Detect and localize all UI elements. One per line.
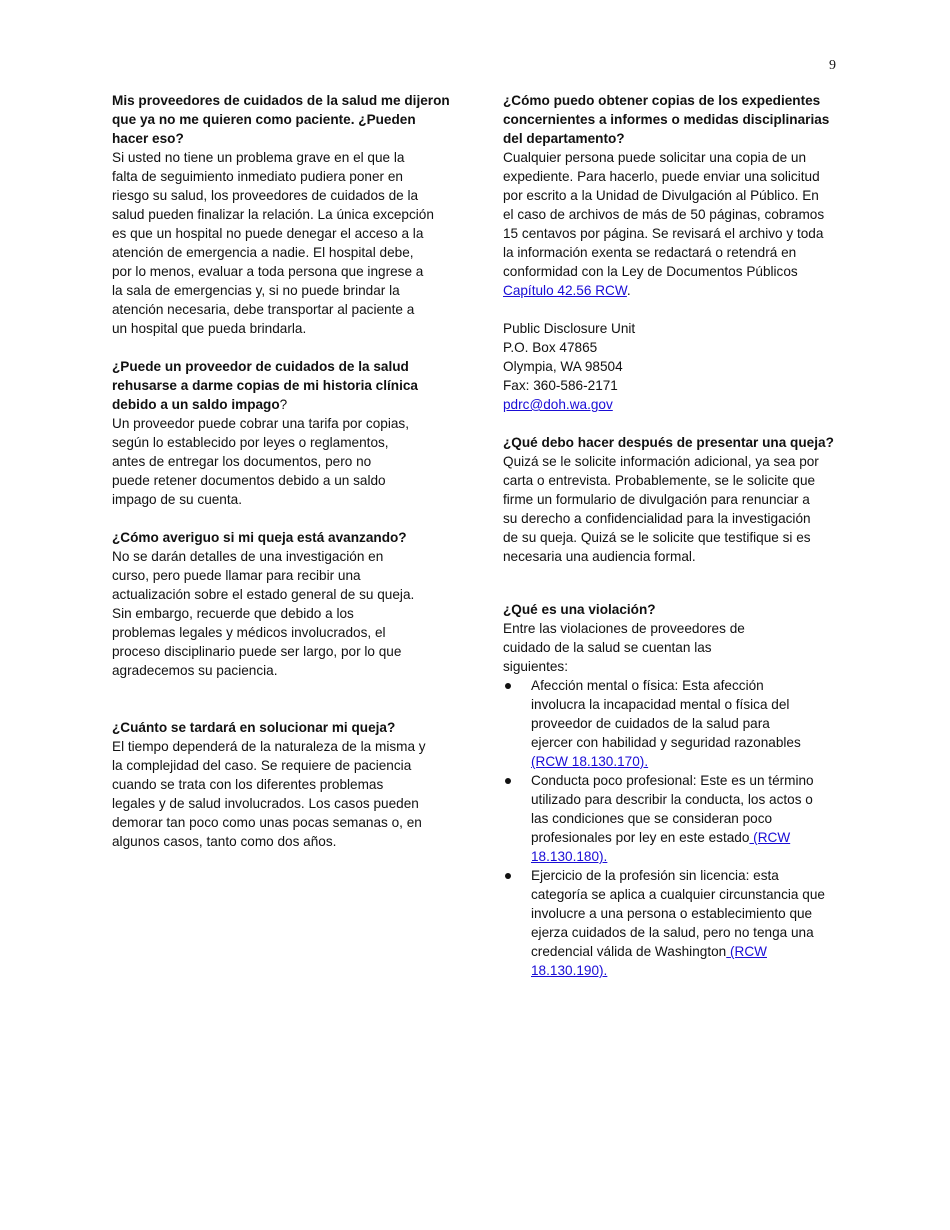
rcw-18-130-170-link[interactable]: (RCW 18.130.170). xyxy=(531,754,649,769)
faq-section-after-complaint xyxy=(503,433,843,566)
email-link[interactable]: pdrc@doh.wa.gov xyxy=(503,397,613,412)
faq-question: ¿Qué debo hacer después de presentar una queja? xyxy=(503,435,834,450)
list-item-text: Conducta poco profesional: Este es un término utilizado para describir la conducta, los actos o las condiciones que se consideran poco profesionales por ley en este estado xyxy=(531,773,814,845)
faq-answer xyxy=(503,148,843,300)
list-item-text: Ejercicio de la profesión sin licencia: esta categoría se aplica a cualquier circunstancia que involucre a una persona o establecimiento que ejerza cuidados de la salud, pero no tenga una credencial válida de Washington xyxy=(531,868,825,959)
faq-question: Mis proveedores de cuidados de la salud me dijeron que ya no me quieren como paciente. ¿Pueden hacer eso? xyxy=(112,93,450,146)
page-number: 9 xyxy=(829,58,836,73)
faq-answer: No se darán detalles de una investigación en curso, pero puede llamar para recibir una actualización sobre el estado general de su queja. Sin embargo, recuerde que debido a los problemas legales y médicos involucrados, el proceso disciplinario puede ser largo, por lo que agradecemos su paciencia. xyxy=(112,549,415,678)
address-block xyxy=(503,319,843,414)
address-po-box: P.O. Box 47865 xyxy=(503,340,598,355)
faq-answer: Quizá se le solicite información adicional, ya sea por carta o entrevista. Probablemente, se le solicite que firme un formulario de divulgación para renunciar a su derecho a confidencialidad para la investigación de su queja. Quizá se le solicite que testifique si es necesaria una audiencia formal. xyxy=(503,454,819,564)
faq-section-medical-records xyxy=(112,357,456,509)
faq-answer: El tiempo dependerá de la naturaleza de la misma y la complejidad del caso. Se requiere de paciencia cuando se trata con los diferentes problemas legales y de salud involucrados. Los casos pueden demorar tan poco como unas pocas semanas o, en algunos casos, tanto como dos años. xyxy=(112,739,426,849)
faq-section-copies xyxy=(503,91,843,300)
faq-section-violation xyxy=(503,600,843,980)
faq-section-complaint-progress xyxy=(112,528,456,680)
rcw-42-56-link[interactable]: Capítulo 42.56 RCW xyxy=(503,283,627,298)
faq-answer: Si usted no tiene un problema grave en el que la falta de seguimiento inmediato pudiera poner en riesgo su salud, los proveedores de cuidados de la salud pueden finalizar la relación. La única excepción es que un hospital no puede denegar el acceso a la atención de emergencia a nadie. El hospital debe, por lo menos, evaluar a toda persona que ingrese a la sala de emergencias y, si no puede brindar la atención necesaria, debe transportar al paciente a un hospital que pueda brindarla. xyxy=(112,150,434,336)
rcw-18-130-190-link[interactable]: (RCW 18.130.190). xyxy=(531,944,767,978)
list-item xyxy=(503,676,843,771)
address-fax: Fax: 360-586-2171 xyxy=(503,378,618,393)
list-item xyxy=(503,866,843,980)
list-item-text: Afección mental o física: Esta afección involucra la incapacidad mental o física del proveedor de cuidados de la salud para ejercer con habilidad y seguridad razonables xyxy=(531,678,801,750)
address-unit: Public Disclosure Unit xyxy=(503,321,636,336)
rcw-18-130-180-link[interactable]: (RCW 18.130.180). xyxy=(531,830,791,864)
faq-question: ¿Cómo averiguo si mi queja está avanzando? xyxy=(112,530,407,545)
faq-answer-text: Cualquier persona puede solicitar una copia de un expediente. Para hacerlo, puede enviar una solicitud por escrito a la Unidad de Divulgación al Público. En el caso de archivos de más de 50 páginas, cobramos 15 centavos por página. Se revisará el archivo y toda la información exenta se redactará o retendrá en conformidad con la Ley de Documentos Públicos xyxy=(503,150,825,279)
faq-question-wrapper xyxy=(112,357,456,414)
faq-question: ¿Cómo puedo obtener copias de los expedientes concernientes a informes o medidas disciplinarias del departamento? xyxy=(503,93,830,146)
violation-list xyxy=(503,676,843,980)
left-column xyxy=(112,91,456,851)
faq-question: ¿Puede un proveedor de cuidados de la salud rehusarse a darme copias de mi historia clínica debido a un saldo impago xyxy=(112,359,418,412)
faq-question: ¿Qué es una violación? xyxy=(503,602,656,617)
faq-answer-intro: Entre las violaciones de proveedores de cuidado de la salud se cuentan las siguientes: xyxy=(503,621,745,674)
faq-answer-period: . xyxy=(626,283,631,298)
faq-question-suffix: ? xyxy=(279,397,288,412)
list-item xyxy=(503,771,843,866)
right-column xyxy=(503,91,843,980)
faq-section-end-relationship xyxy=(112,91,456,338)
address-city: Olympia, WA 98504 xyxy=(503,359,623,374)
faq-answer: Un proveedor puede cobrar una tarifa por copias, según lo establecido por leyes o reglamentos, antes de entregar los documentos, pero no puede retener documentos debido a un saldo impago de su cuenta. xyxy=(112,416,409,507)
faq-section-complaint-duration xyxy=(112,718,456,851)
faq-question: ¿Cuánto se tardará en solucionar mi queja? xyxy=(112,720,396,735)
